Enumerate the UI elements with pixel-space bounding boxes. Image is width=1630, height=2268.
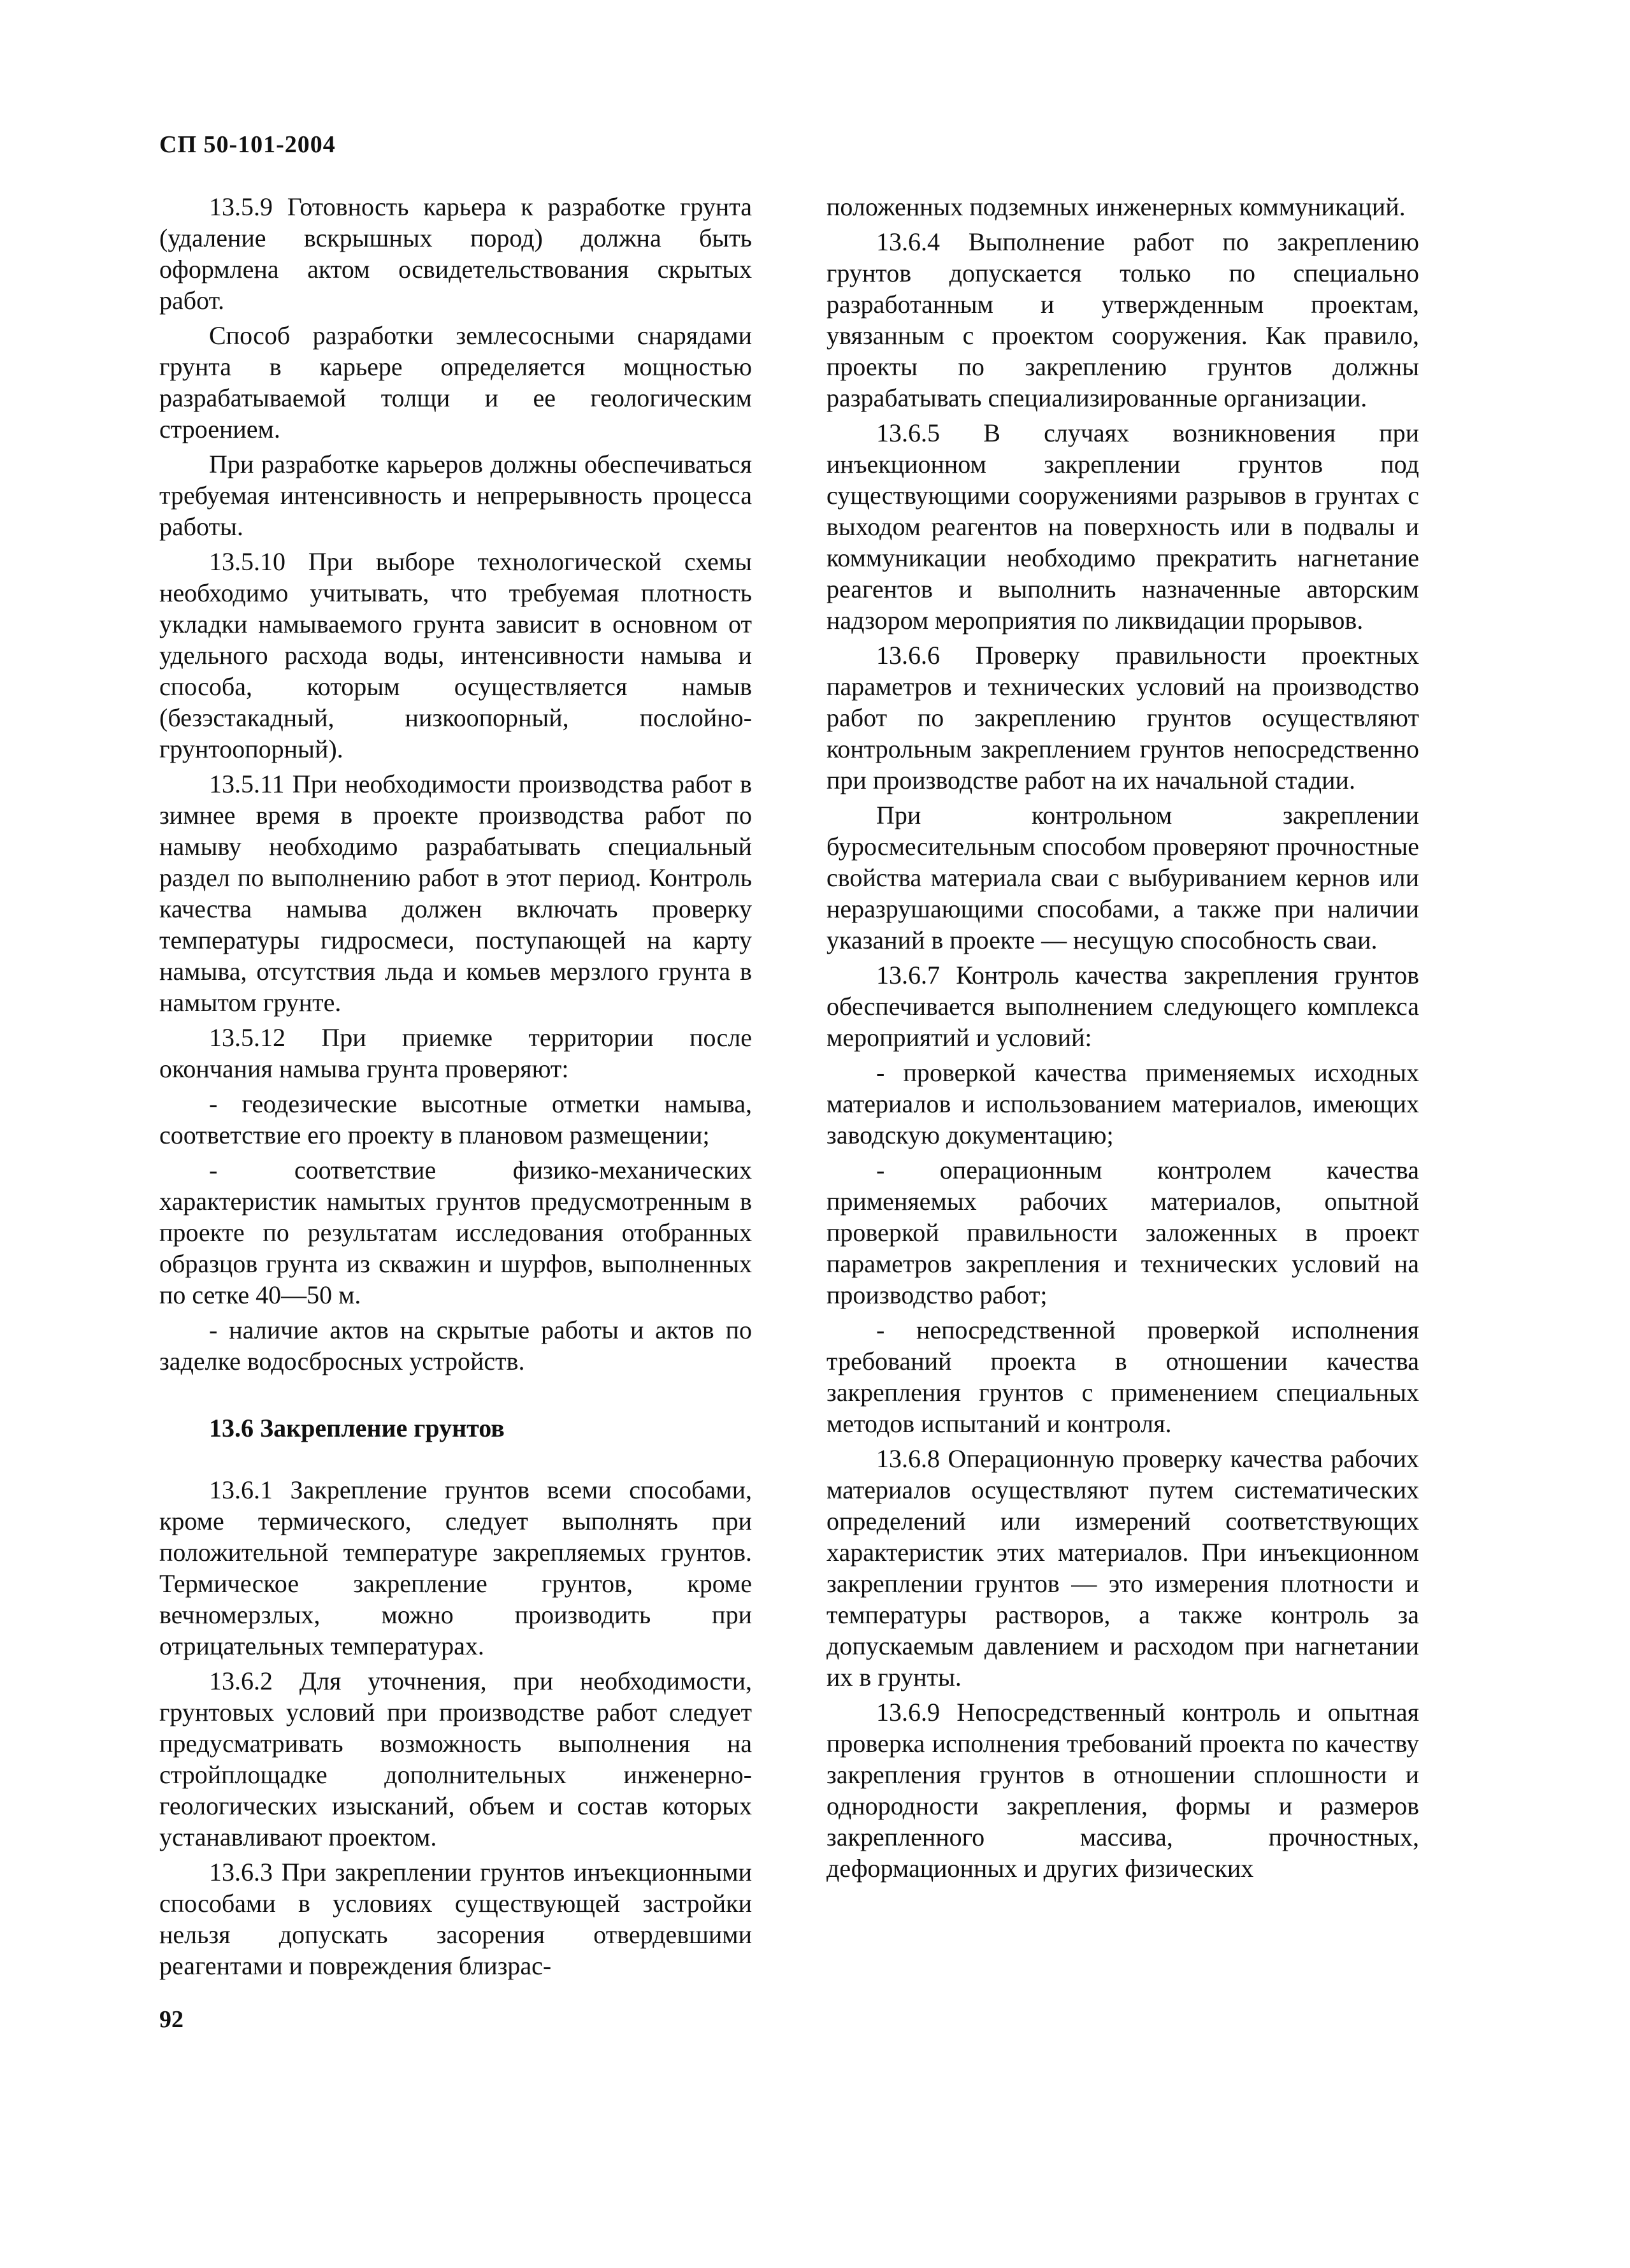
paragraph: 13.6.9 Непосредственный контроль и опытная проверка исполнения требований проекта по качеству закрепления грунтов в отношении сплошности и однородности закрепления, формы и размеров закрепленного массива, прочностных, деформационных и других физических xyxy=(826,1698,1419,1883)
paragraph: При разработке карьеров должны обеспечиваться требуемая интенсивность и непрерывность процесса работы. xyxy=(159,450,752,541)
paragraph: 13.6.3 При закреплении грунтов инъекционными способами в условиях существующей застройки нельзя допускать засорения отвердевшими реагентами и повреждения близрас- xyxy=(159,1858,752,1980)
paragraph: 13.5.9 Готовность карьера к разработке грунта (удаление вскрышных пород) должна быть оформлена актом освидетельствования скрытых работ. xyxy=(159,192,752,315)
list-item: - соответствие физико-механических характеристик намытых грунтов предусмотренным в проекте по результатам исследования отобранных образцов грунта из скважин и шурфов, выполненных по сетке 40—50 м. xyxy=(159,1156,752,1309)
paragraph: При контрольном закреплении буросмесительным способом проверяют прочностные свойства материала сваи с выбуриванием кернов или неразрушающими способами, а также при наличии указаний в проекте — несущую способность сваи. xyxy=(826,801,1419,954)
paragraph: 13.5.12 При приемке территории после окончания намыва грунта проверяют: xyxy=(159,1023,752,1083)
list-item: - наличие актов на скрытые работы и актов по заделке водосбросных устройств. xyxy=(159,1316,752,1375)
paragraph-continuation: положенных подземных инженерных коммуникаций. xyxy=(826,192,1406,221)
paragraph: 13.5.10 При выборе технологической схемы необходимо учитывать, что требуемая плотность укладки намываемого грунта зависит в основном от удельного расхода воды, интенсивности намыва и способа, которым осуществляется намыв (безэстакадный, низкоопорный, послойно-грунтоопорный). xyxy=(159,547,752,763)
list-item: - непосредственной проверкой исполнения требований проекта в отношении качества закрепления грунтов с применением специальных методов испытаний и контроля. xyxy=(826,1316,1419,1438)
paragraph: 13.6.4 Выполнение работ по закреплению грунтов допускается только по специально разработанным и утвержденным проектам, увязанным с проектом сооружения. Как правило, проекты по закреплению грунтов должны разрабатывать специализированные организации. xyxy=(826,227,1419,412)
document-code: СП 50-101-2004 xyxy=(159,131,336,158)
page-number: 92 xyxy=(159,2006,184,2033)
paragraph: 13.6.1 Закрепление грунтов всеми способами, кроме термического, следует выполнять при положительной температуре закрепляемых грунтов. Термическое закрепление грунтов, кроме вечномерзлых, можно производить при отрицательных температурах. xyxy=(159,1475,752,1660)
paragraph: 13.5.11 При необходимости производства работ в зимнее время в проекте производства работ по намыву необходимо разрабатывать специальный раздел по выполнению работ в этот период. Контроль качества намыва должен включать проверку температуры гидросмеси, поступающей на карту намыва, отсутствия льда и комьев мерзлого грунта в намытом грунте. xyxy=(159,770,752,1017)
paragraph: 13.6.5 В случаях возникновения при инъекционном закреплении грунтов под существующими сооружениями разрывов в грунтах с выходом реагентов на поверхность или в подвалы и коммуникации необходимо прекратить нагнетание реагентов и выполнить назначенные авторским надзором мероприятия по ликвидации прорывов. xyxy=(826,419,1419,635)
list-item: - геодезические высотные отметки намыва, соответствие его проекту в плановом размещении; xyxy=(159,1089,752,1149)
paragraph: 13.6.7 Контроль качества закрепления грунтов обеспечивается выполнением следующего комплекса мероприятий и условий: xyxy=(826,961,1419,1052)
list-item: - операционным контролем качества применяемых рабочих материалов, опытной проверкой правильности заложенных в проект параметров закрепления и технических условий на производство работ; xyxy=(826,1156,1419,1309)
list-item: - проверкой качества применяемых исходных материалов и использованием материалов, имеющих заводскую документацию; xyxy=(826,1058,1419,1149)
section-heading: 13.6 Закрепление грунтов xyxy=(209,1414,505,1442)
paragraph: 13.6.8 Операционную проверку качества рабочих материалов осуществляют путем систематических определений или измерений соответствующих характеристик этих материалов. При инъекционном закреплении грунтов — это измерения плотности и температуры растворов, а также контроль за допускаемым давлением и расходом при нагнетании их в грунты. xyxy=(826,1444,1419,1691)
left-column xyxy=(159,191,752,1985)
paragraph: 13.6.6 Проверку правильности проектных параметров и технических условий на производство работ по закреплению грунтов осуществляют контрольным закреплением грунтов непосредственно при производстве работ на их начальной стадии. xyxy=(826,641,1419,794)
paragraph: 13.6.2 Для уточнения, при необходимости, грунтовых условий при производстве работ следует предусматривать возможность выполнения на стройплощадке дополнительных инженерно-геологических изысканий, объем и состав которых устанавливают проектом. xyxy=(159,1667,752,1851)
paragraph: Способ разработки землесосными снарядами грунта в карьере определяется мощностью разрабатываемой толщи и ее геологическим строением. xyxy=(159,321,752,443)
right-column xyxy=(826,191,1419,1888)
